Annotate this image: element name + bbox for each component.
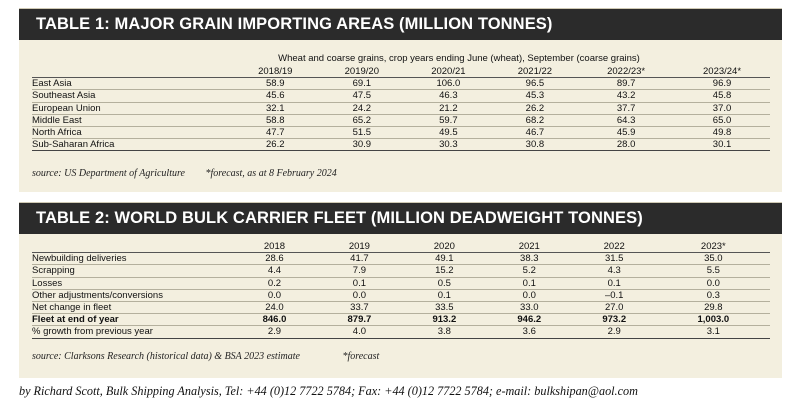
table1-cell: 58.8 <box>266 114 285 126</box>
table2-row-label: Losses <box>32 277 63 289</box>
table2-cell: 5.5 <box>706 265 720 277</box>
table1-row-label: East Asia <box>32 78 72 90</box>
table1-row <box>32 139 770 151</box>
table1-cell: 45.6 <box>266 90 285 102</box>
table2-cell: 1,003.0 <box>697 314 730 326</box>
table2-cell: 2.9 <box>607 326 621 338</box>
table2-body <box>32 253 770 338</box>
table1-cell: 24.2 <box>352 102 372 114</box>
table1-col-header: 2021/22 <box>492 66 579 78</box>
table1-cell: 65.2 <box>352 114 372 126</box>
table2-cell: 2.9 <box>267 326 282 338</box>
table1-col-header: 2019/20 <box>319 66 406 78</box>
table1-body <box>32 78 770 151</box>
table2-row <box>32 253 770 265</box>
table2-row <box>32 301 770 313</box>
table1-row-label: North Africa <box>32 127 82 139</box>
table2-cell: –0.1 <box>604 289 624 301</box>
table1-cell: 26.2 <box>266 139 285 151</box>
table2-row <box>32 265 770 277</box>
table1-cell: 45.9 <box>616 127 636 139</box>
table2-cell: 0.1 <box>607 277 621 289</box>
table2-source-line <box>32 351 379 362</box>
table2-cell: 33.0 <box>520 302 539 314</box>
table2-cell: 0.0 <box>522 289 536 301</box>
table1-panel <box>19 8 782 192</box>
table1-cell: 106.0 <box>436 78 461 90</box>
table1-cell: 37.7 <box>616 102 636 114</box>
table1-cell: 30.3 <box>439 139 458 151</box>
byline-footer: by Richard Scott, Bulk Shipping Analysis, Tel: +44 (0)12 7722 5784; Fax: +44 (0)12 7722 5784; e-mail: bulkshipan@aol.com <box>19 384 638 398</box>
table2-cell: 3.6 <box>522 326 536 338</box>
table1-cell: 51.5 <box>352 127 372 139</box>
table2-col-header: 2020 <box>402 241 487 253</box>
table1-cell: 96.5 <box>525 78 545 90</box>
table2-col-header: 2021 <box>487 241 572 253</box>
table1-header-row <box>32 66 770 78</box>
table2-row-label: % growth from previous year <box>32 326 153 338</box>
table2-row <box>32 326 770 338</box>
table1-row <box>32 90 770 102</box>
table1-row-label: Middle East <box>32 114 82 126</box>
table2-row-label: Other adjustments/conversions <box>32 289 163 301</box>
table1-col-header: 2020/21 <box>405 66 492 78</box>
table1-cell: 96.9 <box>712 78 732 90</box>
table1-cell: 49.5 <box>439 127 458 139</box>
table2-cell: 4.0 <box>352 326 367 338</box>
table2-cell: 35.0 <box>704 253 723 265</box>
table2-cell: 0.5 <box>437 277 451 289</box>
table2-cell: 946.2 <box>517 314 542 326</box>
table1-cell: 26.2 <box>525 102 545 114</box>
table1-row-label: Sub-Saharan Africa <box>32 139 115 151</box>
table1-cell: 59.7 <box>439 114 458 126</box>
table2-col-header: 2019 <box>317 241 402 253</box>
table1-cell: 64.3 <box>616 114 636 126</box>
table2-source: source: Clarksons Research (historical data) & BSA 2023 estimate <box>32 351 300 362</box>
table1-cell: 47.7 <box>266 127 285 139</box>
table2-cell: 38.3 <box>520 253 539 265</box>
table1-row <box>32 78 770 90</box>
table2-cell: 0.0 <box>352 289 367 301</box>
table1-source: source: US Department of Agriculture <box>32 168 185 179</box>
table1-row <box>32 102 770 114</box>
table1-cell: 65.0 <box>712 114 732 126</box>
table2-cell: 913.2 <box>432 314 457 326</box>
table1-note: *forecast, as at 8 February 2024 <box>205 168 337 179</box>
table2-row-label: Fleet at end of year <box>32 314 119 326</box>
table2-title: TABLE 2: WORLD BULK CARRIER FLEET (MILLION DEADWEIGHT TONNES) <box>19 203 782 234</box>
table1-cell: 37.0 <box>712 102 732 114</box>
table2-cell: 0.0 <box>267 289 282 301</box>
table2-cell: 0.3 <box>706 289 720 301</box>
table2-cell: 49.1 <box>435 253 454 265</box>
table2-cell: 5.2 <box>522 265 536 277</box>
table2-cell: 29.8 <box>704 302 723 314</box>
table2-row-label: Scrapping <box>32 265 75 277</box>
table2-cell: 0.1 <box>352 277 367 289</box>
table1-cell: 89.7 <box>616 78 636 90</box>
table1-cell: 30.9 <box>352 139 372 151</box>
table2-row <box>32 314 770 326</box>
table2-cell: 31.5 <box>604 253 624 265</box>
table1-cell: 47.5 <box>352 90 372 102</box>
table2-row-label: Net change in fleet <box>32 302 112 314</box>
table1-title: TABLE 1: MAJOR GRAIN IMPORTING AREAS (MILLION TONNES) <box>19 9 782 40</box>
table2-cell: 0.2 <box>267 277 282 289</box>
table2-col-header: 2023* <box>657 241 770 253</box>
table1-row-label: Southeast Asia <box>32 90 96 102</box>
table1-cell: 28.0 <box>616 139 636 151</box>
table1-cell: 69.1 <box>352 78 372 90</box>
table1-col-header: 2018/19 <box>232 66 319 78</box>
table2-header-label <box>32 241 232 253</box>
table1-cell: 32.1 <box>266 102 285 114</box>
table1-row <box>32 114 770 126</box>
table2-cell: 3.8 <box>437 326 451 338</box>
table1-header-label <box>32 66 232 78</box>
table2-row <box>32 277 770 289</box>
table1-cell: 43.2 <box>616 90 636 102</box>
table2-note: *forecast <box>342 351 380 362</box>
table1-cell: 30.1 <box>712 139 732 151</box>
table1-cell: 30.8 <box>525 139 545 151</box>
table1-row <box>32 126 770 138</box>
table2-row <box>32 289 770 301</box>
table2-cell: 41.7 <box>350 253 369 265</box>
table2-cell: 879.7 <box>347 314 372 326</box>
table2-cell: 4.3 <box>607 265 621 277</box>
table2-cell: 27.0 <box>604 302 624 314</box>
table1-cell: 68.2 <box>525 114 545 126</box>
table2-grid <box>32 241 770 339</box>
table2-col-header: 2018 <box>232 241 317 253</box>
table2-cell: 3.1 <box>706 326 720 338</box>
table2-cell: 0.1 <box>437 289 451 301</box>
table2-cell: 15.2 <box>435 265 454 277</box>
table1-cell: 46.7 <box>525 127 545 139</box>
table1-col-header: 2023/24* <box>674 66 770 78</box>
table2-row-label: Newbuilding deliveries <box>32 253 127 265</box>
table2-cell: 0.1 <box>522 277 536 289</box>
table1-cell: 45.8 <box>712 90 732 102</box>
table2-cell: 7.9 <box>352 265 367 277</box>
table1-cell: 49.8 <box>712 127 732 139</box>
table1-row-label: European Union <box>32 102 101 114</box>
table2-cell: 33.5 <box>435 302 454 314</box>
table1-subtitle: Wheat and coarse grains, crop years ending June (wheat), September (coarse grains) <box>278 53 640 64</box>
table2-header-row <box>32 241 770 253</box>
table2-cell: 4.4 <box>267 265 282 277</box>
table1-grid <box>32 66 770 151</box>
table1-source-line <box>32 168 337 179</box>
table2-panel <box>19 202 782 378</box>
table1-cell: 46.3 <box>439 90 458 102</box>
table2-cell: 973.2 <box>602 314 627 326</box>
table2-col-header: 2022 <box>572 241 657 253</box>
table1-cell: 58.9 <box>266 78 285 90</box>
table2-cell: 846.0 <box>262 314 287 326</box>
table2-cell: 28.6 <box>265 253 284 265</box>
table2-cell: 0.0 <box>706 277 720 289</box>
table1-cell: 21.2 <box>439 102 458 114</box>
table1-col-header: 2022/23* <box>578 66 674 78</box>
table1-cell: 45.3 <box>525 90 545 102</box>
table2-cell: 33.7 <box>350 302 369 314</box>
table2-cell: 24.0 <box>265 302 284 314</box>
